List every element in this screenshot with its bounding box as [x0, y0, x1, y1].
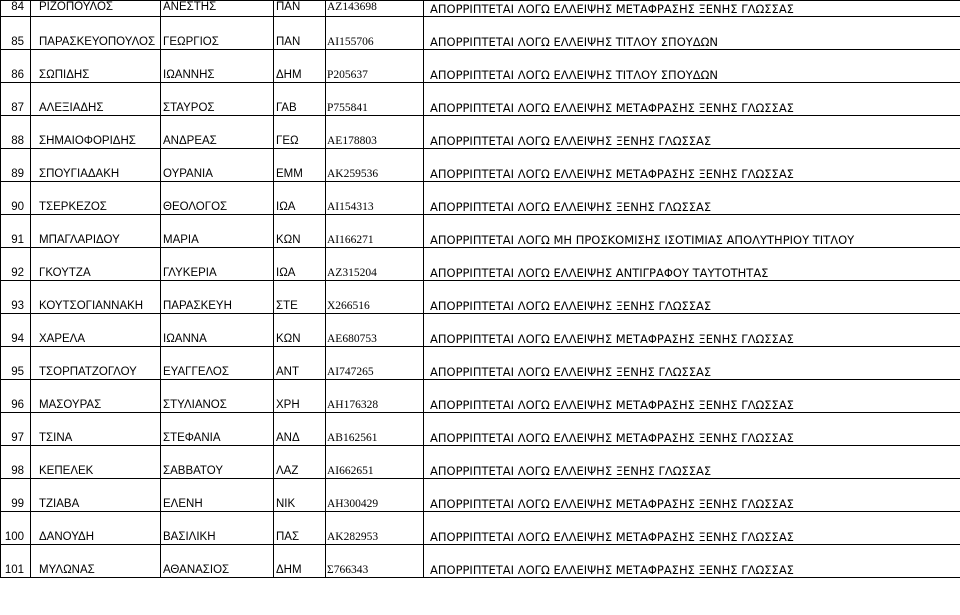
- rejection-reason-cell: ΑΠΟΡΡΙΠΤΕΤΑΙ ΛΟΓΩ ΕΛΛΕΙΨΗΣ ΞΕΝΗΣ ΓΛΩΣΣΑΣ: [424, 116, 960, 149]
- table-row: [1, 182, 960, 215]
- first-name-cell: ΘΕΟΛΟΓΟΣ: [161, 182, 274, 215]
- table-row: [1, 380, 960, 413]
- rejection-reason-cell: ΑΠΟΡΡΙΠΤΕΤΑΙ ΛΟΓΩ ΕΛΛΕΙΨΗΣ ΜΕΤΑΦΡΑΣΗΣ ΞΕΝΗΣ ΓΛΩΣΣΑΣ: [424, 545, 960, 578]
- first-name-cell: ΙΩΑΝΝΑ: [161, 314, 274, 347]
- rejection-reason-cell: ΑΠΟΡΡΙΠΤΕΤΑΙ ΛΟΓΩ ΕΛΛΕΙΨΗΣ ΞΕΝΗΣ ΓΛΩΣΣΑΣ: [424, 446, 960, 479]
- surname-cell: ΣΠΟΥΓΙΑΔΑΚΗ: [31, 149, 161, 182]
- id-card-number-cell: ΑΕ178803: [326, 116, 424, 149]
- table-row: [1, 215, 960, 248]
- row-number-cell: 95: [1, 347, 31, 380]
- department-code-cell: ΔΗΜ: [274, 545, 326, 578]
- first-name-cell: ΣΤΥΛΙΑΝΟΣ: [161, 380, 274, 413]
- rejection-reason-cell: ΑΠΟΡΡΙΠΤΕΤΑΙ ΛΟΓΩ ΕΛΛΕΙΨΗΣ ΜΕΤΑΦΡΑΣΗΣ ΞΕΝΗΣ ΓΛΩΣΣΑΣ: [424, 413, 960, 446]
- table-row: [1, 116, 960, 149]
- surname-cell: ΧΑΡΕΛΑ: [31, 314, 161, 347]
- department-code-cell: ΛΑΖ: [274, 446, 326, 479]
- row-number-cell: 97: [1, 413, 31, 446]
- department-code-cell: ΧΡΗ: [274, 380, 326, 413]
- rejection-reason-cell: ΑΠΟΡΡΙΠΤΕΤΑΙ ΛΟΓΩ ΕΛΛΕΙΨΗΣ ΜΕΤΑΦΡΑΣΗΣ ΞΕΝΗΣ ΓΛΩΣΣΑΣ: [424, 149, 960, 182]
- surname-cell: ΠΑΡΑΣΚΕΥΟΠΟΥΛΟΣ: [31, 17, 161, 50]
- row-number-cell: 96: [1, 380, 31, 413]
- department-code-cell: ΙΩΑ: [274, 248, 326, 281]
- table-row: [1, 479, 960, 512]
- first-name-cell: ΟΥΡΑΝΙΑ: [161, 149, 274, 182]
- rejection-reason-cell: ΑΠΟΡΡΙΠΤΕΤΑΙ ΛΟΓΩ ΕΛΛΕΙΨΗΣ ΤΙΤΛΟΥ ΣΠΟΥΔΩΝ: [424, 50, 960, 83]
- row-number-cell: 90: [1, 182, 31, 215]
- first-name-cell: ΑΝΔΡΕΑΣ: [161, 116, 274, 149]
- id-card-number-cell: ΑΙ747265: [326, 347, 424, 380]
- department-code-cell: ΚΩΝ: [274, 314, 326, 347]
- row-number-cell: 84: [1, 1, 31, 17]
- row-number-cell: 94: [1, 314, 31, 347]
- table-row: [1, 17, 960, 50]
- department-code-cell: ΕΜΜ: [274, 149, 326, 182]
- rejection-reason-cell: ΑΠΟΡΡΙΠΤΕΤΑΙ ΛΟΓΩ ΕΛΛΕΙΨΗΣ ΤΙΤΛΟΥ ΣΠΟΥΔΩΝ: [424, 17, 960, 50]
- table-row: [1, 149, 960, 182]
- surname-cell: ΤΣΟΡΠΑΤΖΟΓΛΟΥ: [31, 347, 161, 380]
- id-card-number-cell: ΑΚ259536: [326, 149, 424, 182]
- first-name-cell: ΜΑΡΙΑ: [161, 215, 274, 248]
- surname-cell: ΜΥΛΩΝΑΣ: [31, 545, 161, 578]
- row-number-cell: 85: [1, 17, 31, 50]
- table-row: [1, 314, 960, 347]
- table-body: [1, 1, 960, 578]
- first-name-cell: ΙΩΑΝΝΗΣ: [161, 50, 274, 83]
- row-number-cell: 86: [1, 50, 31, 83]
- row-number-cell: 92: [1, 248, 31, 281]
- first-name-cell: ΓΛΥΚΕΡΙΑ: [161, 248, 274, 281]
- id-card-number-cell: ΑΕ680753: [326, 314, 424, 347]
- table-row: [1, 83, 960, 116]
- rejection-reason-cell: ΑΠΟΡΡΙΠΤΕΤΑΙ ΛΟΓΩ ΕΛΛΕΙΨΗΣ ΜΕΤΑΦΡΑΣΗΣ ΞΕΝΗΣ ΓΛΩΣΣΑΣ: [424, 1, 960, 17]
- first-name-cell: ΣΤΑΥΡΟΣ: [161, 83, 274, 116]
- table-row: [1, 545, 960, 578]
- department-code-cell: ΓΕΩ: [274, 116, 326, 149]
- table-row: [1, 281, 960, 314]
- row-number-cell: 100: [1, 512, 31, 545]
- id-card-number-cell: ΑΙ166271: [326, 215, 424, 248]
- rejection-reason-cell: ΑΠΟΡΡΙΠΤΕΤΑΙ ΛΟΓΩ ΕΛΛΕΙΨΗΣ ΜΕΤΑΦΡΑΣΗΣ ΞΕΝΗΣ ΓΛΩΣΣΑΣ: [424, 314, 960, 347]
- first-name-cell: ΓΕΩΡΓΙΟΣ: [161, 17, 274, 50]
- row-number-cell: 93: [1, 281, 31, 314]
- department-code-cell: ΠΑΝ: [274, 17, 326, 50]
- table-row: [1, 248, 960, 281]
- table-row: [1, 413, 960, 446]
- id-card-number-cell: Σ766343: [326, 545, 424, 578]
- table-row: [1, 50, 960, 83]
- rejection-reason-cell: ΑΠΟΡΡΙΠΤΕΤΑΙ ΛΟΓΩ ΕΛΛΕΙΨΗΣ ΜΕΤΑΦΡΑΣΗΣ ΞΕΝΗΣ ΓΛΩΣΣΑΣ: [424, 512, 960, 545]
- id-card-number-cell: Χ266516: [326, 281, 424, 314]
- surname-cell: ΣΗΜΑΙΟΦΟΡΙΔΗΣ: [31, 116, 161, 149]
- first-name-cell: ΣΑΒΒΑΤΟΥ: [161, 446, 274, 479]
- table-row: [1, 1, 960, 17]
- rejection-reason-cell: ΑΠΟΡΡΙΠΤΕΤΑΙ ΛΟΓΩ ΕΛΛΕΙΨΗΣ ΑΝΤΙΓΡΑΦΟΥ ΤΑΥΤΟΤΗΤΑΣ: [424, 248, 960, 281]
- rejection-reason-cell: ΑΠΟΡΡΙΠΤΕΤΑΙ ΛΟΓΩ ΕΛΛΕΙΨΗΣ ΞΕΝΗΣ ΓΛΩΣΣΑΣ: [424, 347, 960, 380]
- row-number-cell: 89: [1, 149, 31, 182]
- department-code-cell: ΠΑΣ: [274, 512, 326, 545]
- rejection-reason-cell: ΑΠΟΡΡΙΠΤΕΤΑΙ ΛΟΓΩ ΜΗ ΠΡΟΣΚΟΜΙΣΗΣ ΙΣΟΤΙΜΙΑΣ ΑΠΟΛΥΤΗΡΙΟΥ ΤΙΤΛΟΥ: [424, 215, 960, 248]
- surname-cell: ΤΣΙΝΑ: [31, 413, 161, 446]
- surname-cell: ΤΣΕΡΚΕΖΟΣ: [31, 182, 161, 215]
- first-name-cell: ΠΑΡΑΣΚΕΥΗ: [161, 281, 274, 314]
- surname-cell: ΔΑΝΟΥΔΗ: [31, 512, 161, 545]
- department-code-cell: ΚΩΝ: [274, 215, 326, 248]
- id-card-number-cell: ΑΚ282953: [326, 512, 424, 545]
- surname-cell: ΡΙΖΟΠΟΥΛΟΣ: [31, 1, 161, 17]
- row-number-cell: 99: [1, 479, 31, 512]
- table-row: [1, 347, 960, 380]
- id-card-number-cell: ΑΗ176328: [326, 380, 424, 413]
- rejection-reason-cell: ΑΠΟΡΡΙΠΤΕΤΑΙ ΛΟΓΩ ΕΛΛΕΙΨΗΣ ΜΕΤΑΦΡΑΣΗΣ ΞΕΝΗΣ ΓΛΩΣΣΑΣ: [424, 479, 960, 512]
- first-name-cell: ΑΘΑΝΑΣΙΟΣ: [161, 545, 274, 578]
- department-code-cell: ΣΤΕ: [274, 281, 326, 314]
- row-number-cell: 88: [1, 116, 31, 149]
- department-code-cell: ΙΩΑ: [274, 182, 326, 215]
- first-name-cell: ΕΥΑΓΓΕΛΟΣ: [161, 347, 274, 380]
- id-card-number-cell: ΑΙ154313: [326, 182, 424, 215]
- id-card-number-cell: ΑΗ300429: [326, 479, 424, 512]
- surname-cell: ΑΛΕΞΙΑΔΗΣ: [31, 83, 161, 116]
- surname-cell: ΣΩΠΙΔΗΣ: [31, 50, 161, 83]
- surname-cell: ΚΕΠΕΛΕΚ: [31, 446, 161, 479]
- department-code-cell: ΓΑΒ: [274, 83, 326, 116]
- department-code-cell: ΠΑΝ: [274, 1, 326, 17]
- id-card-number-cell: ΑΖ143698: [326, 1, 424, 17]
- surname-cell: ΜΑΣΟΥΡΑΣ: [31, 380, 161, 413]
- id-card-number-cell: ΑΒ162561: [326, 413, 424, 446]
- department-code-cell: ΝΙΚ: [274, 479, 326, 512]
- department-code-cell: ΑΝΤ: [274, 347, 326, 380]
- id-card-number-cell: ΑΙ662651: [326, 446, 424, 479]
- surname-cell: ΓΚΟΥΤΖΑ: [31, 248, 161, 281]
- surname-cell: ΤΖΙΑΒΑ: [31, 479, 161, 512]
- table-row: [1, 446, 960, 479]
- surname-cell: ΜΠΑΓΛΑΡΙΔΟΥ: [31, 215, 161, 248]
- id-card-number-cell: Ρ755841: [326, 83, 424, 116]
- row-number-cell: 91: [1, 215, 31, 248]
- department-code-cell: ΔΗΜ: [274, 50, 326, 83]
- table-row: [1, 512, 960, 545]
- rejection-reason-cell: ΑΠΟΡΡΙΠΤΕΤΑΙ ΛΟΓΩ ΕΛΛΕΙΨΗΣ ΞΕΝΗΣ ΓΛΩΣΣΑΣ: [424, 281, 960, 314]
- rejection-reason-cell: ΑΠΟΡΡΙΠΤΕΤΑΙ ΛΟΓΩ ΕΛΛΕΙΨΗΣ ΜΕΤΑΦΡΑΣΗΣ ΞΕΝΗΣ ΓΛΩΣΣΑΣ: [424, 83, 960, 116]
- id-card-number-cell: Ρ205637: [326, 50, 424, 83]
- rejection-reason-cell: ΑΠΟΡΡΙΠΤΕΤΑΙ ΛΟΓΩ ΕΛΛΕΙΨΗΣ ΞΕΝΗΣ ΓΛΩΣΣΑΣ: [424, 182, 960, 215]
- first-name-cell: ΣΤΕΦΑΝΙΑ: [161, 413, 274, 446]
- row-number-cell: 98: [1, 446, 31, 479]
- row-number-cell: 101: [1, 545, 31, 578]
- rejection-reason-cell: ΑΠΟΡΡΙΠΤΕΤΑΙ ΛΟΓΩ ΕΛΛΕΙΨΗΣ ΜΕΤΑΦΡΑΣΗΣ ΞΕΝΗΣ ΓΛΩΣΣΑΣ: [424, 380, 960, 413]
- first-name-cell: ΑΝΕΣΤΗΣ: [161, 1, 274, 17]
- id-card-number-cell: ΑΙ155706: [326, 17, 424, 50]
- first-name-cell: ΒΑΣΙΛΙΚΗ: [161, 512, 274, 545]
- surname-cell: ΚΟΥΤΣΟΓΙΑΝΝΑΚΗ: [31, 281, 161, 314]
- department-code-cell: ΑΝΔ: [274, 413, 326, 446]
- id-card-number-cell: ΑΖ315204: [326, 248, 424, 281]
- first-name-cell: ΕΛΕΝΗ: [161, 479, 274, 512]
- row-number-cell: 87: [1, 83, 31, 116]
